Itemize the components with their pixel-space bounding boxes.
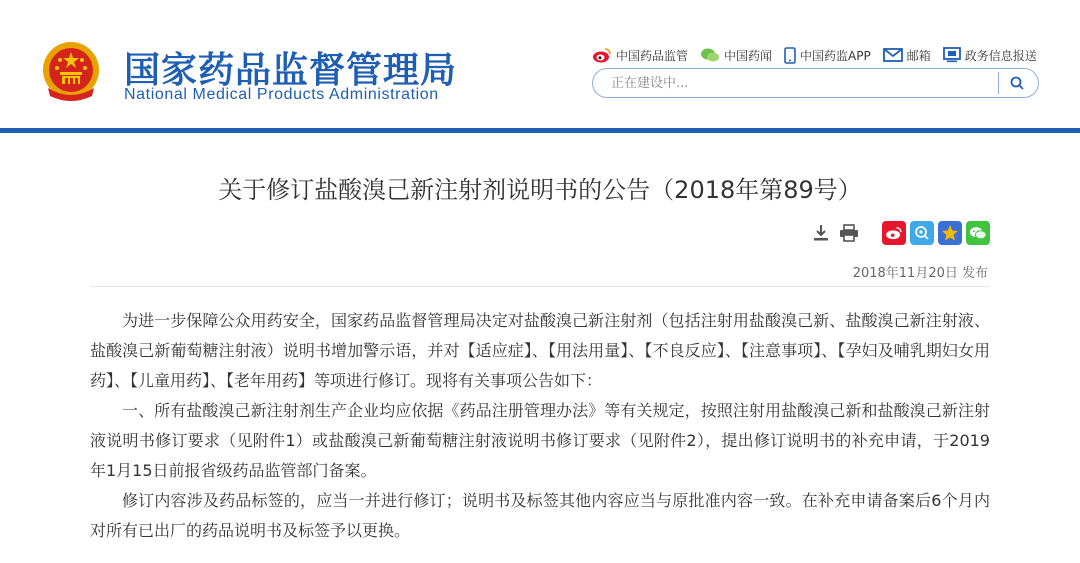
wechat-link-label: 中国药闻 — [724, 48, 773, 63]
star-icon — [941, 224, 959, 242]
app-link[interactable] — [784, 47, 871, 64]
article-body — [90, 306, 990, 546]
report-link-label: 政务信息报送 — [964, 48, 1037, 63]
content-divider — [90, 286, 990, 287]
national-emblem-icon[interactable] — [40, 40, 102, 106]
search-box — [592, 68, 1039, 98]
qq-icon — [914, 225, 930, 241]
download-icon — [812, 224, 830, 242]
weibo-icon — [592, 47, 612, 63]
publish-date: 2018年11月20日 发布 — [852, 266, 988, 281]
weibo-link-label: 中国药品监管 — [616, 48, 689, 63]
article-paragraph: 修订内容涉及药品标签的，应当一并进行修订；说明书及标签其他内容应当与原批准内容一致。在补充申请备案后6个月内对所有已出厂的药品说明书及标签予以更换。 — [90, 491, 990, 540]
share-qzone-button[interactable] — [938, 221, 962, 245]
site-logo-chinese[interactable]: 国家药品监督管理局 — [124, 50, 458, 91]
search-icon — [1010, 76, 1024, 90]
wechat-link[interactable] — [700, 47, 772, 64]
mail-icon — [883, 48, 903, 62]
search-input[interactable] — [611, 73, 991, 93]
site-header — [0, 0, 1080, 128]
mail-link[interactable] — [883, 47, 931, 64]
app-link-label: 中国药监APP — [800, 48, 871, 63]
wechat-icon — [969, 225, 987, 241]
mail-link-label: 邮箱 — [906, 48, 931, 63]
print-icon — [839, 224, 859, 242]
download-button[interactable] — [810, 222, 832, 244]
article-paragraph: 为进一步保障公众用药安全，国家药品监督管理局决定对盐酸溴己新注射剂（包括注射用盐酸溴己新、盐酸溴己新注射液、盐酸溴己新葡萄糖注射液）说明书增加警示语，并对【适应症】、【用法用量】、【不良反应】、【注意事项】、【孕妇及哺乳期妇女用药】、【儿童用药】、【老年用药】等项进行修订。现将有关事项公告如下： — [90, 311, 990, 390]
article-title: 关于修订盐酸溴己新注射剂说明书的公告（2018年第89号） — [218, 176, 862, 204]
top-links — [592, 44, 1049, 66]
share-wechat-button[interactable] — [966, 221, 990, 245]
weibo-link[interactable] — [592, 47, 688, 64]
report-link[interactable] — [943, 47, 1037, 64]
share-qq-button[interactable] — [910, 221, 934, 245]
print-button[interactable] — [838, 222, 860, 244]
weibo-icon — [885, 226, 903, 240]
article-tools — [810, 221, 994, 245]
article-paragraph: 一、所有盐酸溴己新注射剂生产企业均应依据《药品注册管理办法》等有关规定，按照注射用盐酸溴己新和盐酸溴己新注射液说明书修订要求（见附件1）或盐酸溴己新葡萄糖注射液说明书修订要求（见附件2），提出修订说明书的补充申请，于2019年1月15日前报省级药品监管部门备案。 — [90, 401, 990, 480]
mobile-icon — [784, 47, 796, 64]
monitor-icon — [943, 47, 961, 63]
header-divider-bar — [0, 128, 1080, 133]
wechat-icon — [700, 47, 720, 63]
search-button[interactable] — [998, 72, 1034, 94]
share-weibo-button[interactable] — [882, 221, 906, 245]
site-logo-english[interactable]: National Medical Products Administration — [124, 86, 439, 103]
